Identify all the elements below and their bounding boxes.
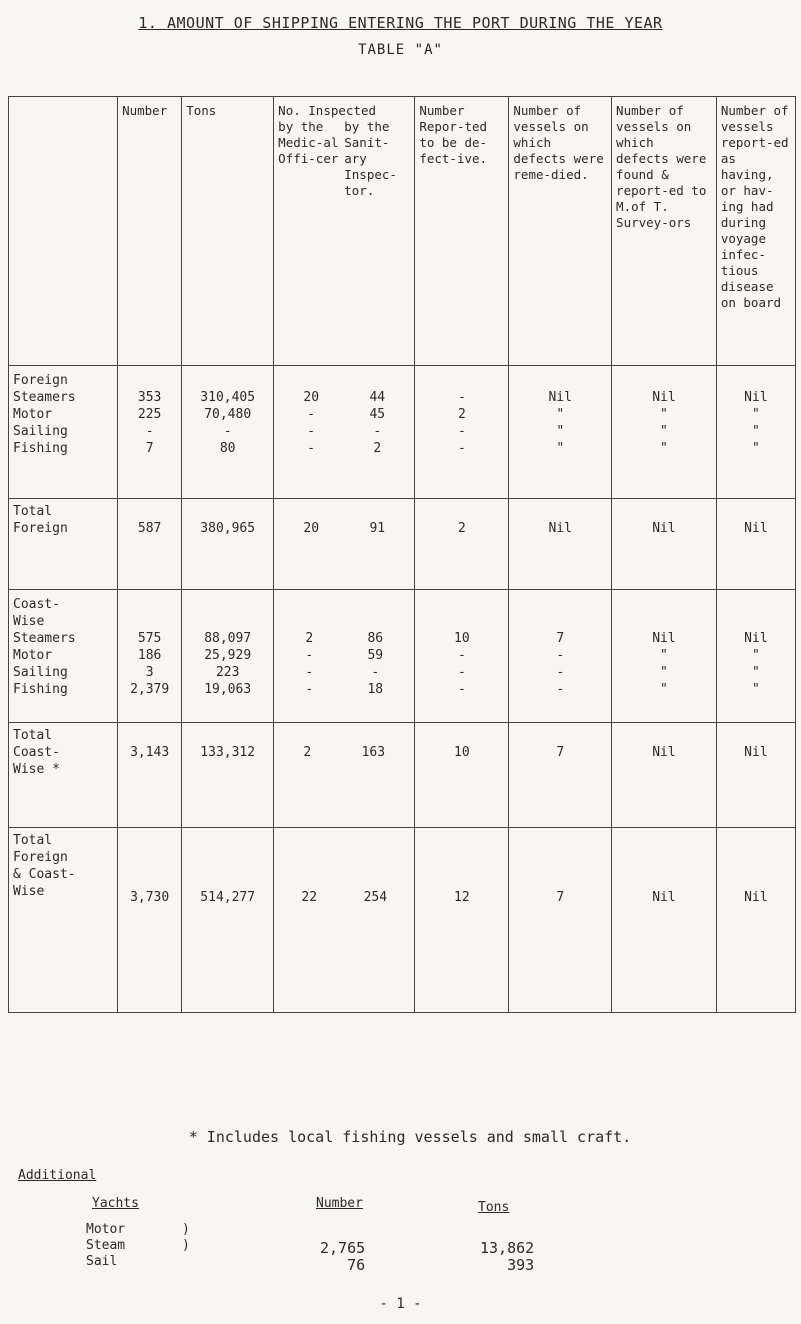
header-remedied: Number of vessels on which defects were reme-died. (509, 97, 612, 366)
header-reported-mot: Number of vessels on which defects were found & report-ed to M.of T. Survey-ors (612, 97, 717, 366)
header-row (9, 97, 796, 366)
total-foreign-number: 587 (118, 499, 182, 590)
header-reported-defective: Number Repor-ted to be de-fect-ive. (415, 97, 509, 366)
footnote: * Includes local fishing vessels and small craft. (188, 1128, 632, 1146)
yachts-number-header: Number (316, 1196, 363, 1211)
additional-title: Additional (18, 1168, 97, 1183)
total-foreign-label: Total Foreign (9, 499, 118, 590)
total-all-infectious: Nil (716, 828, 795, 1013)
coastwise-mot: Nil " " " (612, 590, 717, 723)
foreign-tons: 310,405 70,480 - 80 (182, 366, 274, 499)
total-all-mot: Nil (612, 828, 717, 1013)
table-row-total-coastwise (9, 723, 796, 828)
total-coastwise-remedied: 7 (509, 723, 612, 828)
foreign-defective: - 2 - - (415, 366, 509, 499)
table-row-foreign (9, 366, 796, 499)
header-blank (9, 97, 118, 366)
total-coastwise-label: Total Coast- Wise * (9, 723, 118, 828)
total-coastwise-mot: Nil (612, 723, 717, 828)
total-all-remedied: 7 (509, 828, 612, 1013)
foreign-inspected: 20 - - - 44 45 - 2 (274, 366, 415, 499)
total-foreign-defective: 2 (415, 499, 509, 590)
total-all-label: Total Foreign & Coast- Wise (9, 828, 118, 1013)
total-all-tons: 514,277 (182, 828, 274, 1013)
coastwise-tons: 88,097 25,929 223 19,063 (182, 590, 274, 723)
total-coastwise-number: 3,143 (118, 723, 182, 828)
foreign-labels: Foreign Steamers Motor Sailing Fishing (9, 366, 118, 499)
header-inspected-sanitary: by the Sanit-ary Inspec-tor. (344, 119, 397, 198)
header-infectious: Number of vessels report-ed as having, or hav-ing had during voyage infec-tious disease on board (716, 97, 795, 366)
foreign-infectious: Nil " " " (716, 366, 795, 499)
coastwise-remedied: 7 - - - (509, 590, 612, 723)
coastwise-inspected: 2 - - - 86 59 - 18 (274, 590, 415, 723)
total-coastwise-defective: 10 (415, 723, 509, 828)
shipping-table (8, 96, 796, 1013)
total-foreign-tons: 380,965 (182, 499, 274, 590)
total-all-inspected: 22 254 (274, 828, 415, 1013)
coastwise-infectious: Nil " " " (716, 590, 795, 723)
total-coastwise-tons: 133,312 (182, 723, 274, 828)
yachts-tons-header: Tons (478, 1200, 510, 1215)
coastwise-defective: 10 - - - (415, 590, 509, 723)
total-all-number: 3,730 (118, 828, 182, 1013)
yachts-numbers: 2,765 76 (320, 1239, 366, 1274)
yachts-brace: ) ) (182, 1222, 190, 1253)
yachts-header: Yachts (92, 1196, 139, 1211)
total-foreign-infectious: Nil (716, 499, 795, 590)
total-coastwise-inspected: 2 163 (274, 723, 415, 828)
table-row-coastwise (9, 590, 796, 723)
yachts-tons: 13,862 393 (480, 1239, 535, 1274)
header-tons: Tons (182, 97, 274, 366)
foreign-remedied: Nil " " " (509, 366, 612, 499)
table-row-total-foreign (9, 499, 796, 590)
total-foreign-remedied: Nil (509, 499, 612, 590)
header-inspected (274, 97, 415, 366)
header-number: Number (118, 97, 182, 366)
foreign-number: 353 225 - 7 (118, 366, 182, 499)
foreign-mot: Nil " " " (612, 366, 717, 499)
page-number: - 1 - (379, 1296, 422, 1312)
header-inspected-medical: by the Medic-al Offi-cer (278, 119, 339, 166)
total-foreign-mot: Nil (612, 499, 717, 590)
coastwise-labels: Coast- Wise Steamers Motor Sailing Fishing (9, 590, 118, 723)
coastwise-number: 575 186 3 2,379 (118, 590, 182, 723)
header-inspected-title: No. Inspected (278, 103, 377, 118)
total-all-defective: 12 (415, 828, 509, 1013)
total-coastwise-infectious: Nil (716, 723, 795, 828)
page-heading: 1. AMOUNT OF SHIPPING ENTERING THE PORT DURING THE YEAR (138, 14, 663, 32)
table-title: TABLE "A" (358, 42, 443, 58)
total-foreign-inspected: 20 91 (274, 499, 415, 590)
table-row-total-all (9, 828, 796, 1013)
yachts-labels: Motor Steam Sail (86, 1222, 126, 1269)
